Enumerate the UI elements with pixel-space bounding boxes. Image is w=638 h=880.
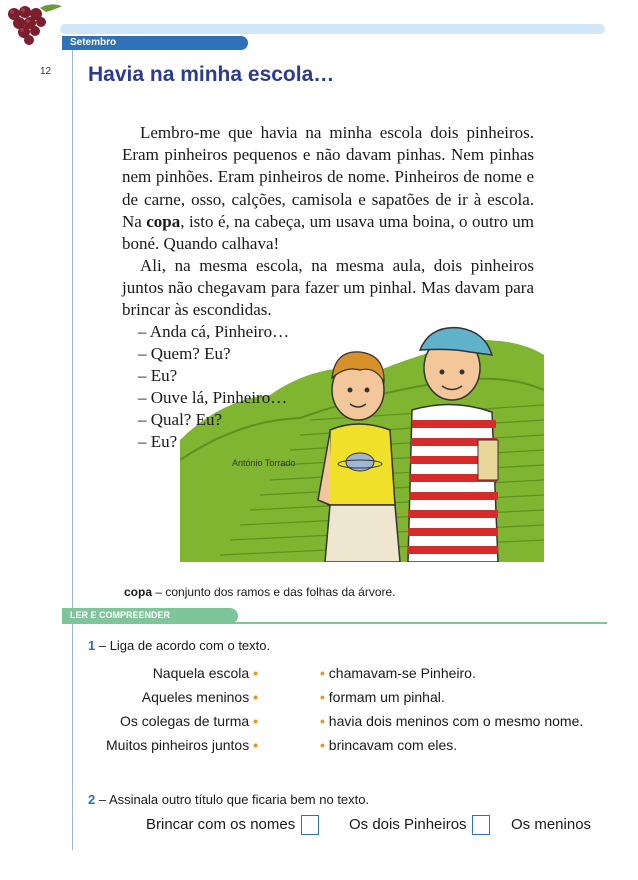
story-paragraph-1: Lembro-me que havia na minha escola dois pinheiros. Eram pinheiros pequenos e não davam pinhas. Nem pinhas nem pinhões. Eram pinheiros de nome. Pinheiros de nome e de carne, osso, calções, camisola e sapatões de ir à escola. Na copa, isto é, na cabeça, um usava uma boina, o outro um boné. Quando calhava!	[122, 123, 534, 254]
page-title: Havia na minha escola…	[88, 63, 335, 86]
bold-term-copa: copa	[146, 211, 181, 231]
header-band-light	[60, 24, 605, 34]
bullet-dot[interactable]: •	[320, 737, 325, 753]
dialogue-line: – Ouve lá, Pinheiro…	[138, 388, 288, 407]
bullet-dot[interactable]: •	[320, 689, 325, 705]
bullet-dot[interactable]: •	[320, 713, 325, 729]
page-number: 12	[40, 66, 52, 77]
dialogue-line: – Eu?	[138, 366, 178, 385]
story-paragraph-2: Ali, na mesma escola, na mesma aula, dois pinheiros juntos não chegavam para fazer um pinhal. Mas davam para brincar às escondidas.	[122, 256, 534, 320]
option-checkbox[interactable]	[301, 815, 319, 835]
question-2: 2 – Assinala outro título que ficaria bem no texto.	[88, 792, 370, 807]
dialogue-line: – Anda cá, Pinheiro…	[138, 322, 290, 341]
dialogue-line: – Quem? Eu?	[138, 344, 231, 363]
author-credit: António Torrado	[232, 458, 296, 468]
section-label: LER E COMPREENDER	[70, 610, 171, 620]
dialogue-line: – Qual? Eu?	[138, 410, 223, 429]
option-label: Os meninos	[511, 816, 592, 833]
match-right-item: • chamavam-se Pinheiro.	[320, 665, 476, 681]
bullet-dot[interactable]: •	[253, 689, 258, 705]
glossary-note: copa – conjunto dos ramos e das folhas da árvore.	[124, 585, 396, 599]
match-right-item: • havia dois meninos com o mesmo nome.	[320, 713, 584, 729]
option-checkbox[interactable]	[472, 815, 490, 835]
grapes-icon	[0, 0, 66, 46]
match-left-item: Aqueles meninos •	[141, 689, 258, 705]
match-left-item: Naquela escola •	[152, 665, 258, 681]
dialogue-line: – Eu?	[138, 432, 178, 451]
bullet-dot[interactable]: •	[253, 713, 258, 729]
option-label: Os dois Pinheiros	[349, 816, 467, 833]
margin-line	[72, 50, 73, 850]
match-left-item: Muitos pinheiros juntos •	[106, 737, 258, 753]
question-1: 1 – Liga de acordo com o texto.	[88, 638, 271, 653]
bullet-dot[interactable]: •	[320, 665, 325, 681]
match-right-item: • formam um pinhal.	[320, 689, 445, 705]
match-right-item: • brincavam com eles.	[320, 737, 458, 753]
bullet-dot[interactable]: •	[253, 737, 258, 753]
match-left-item: Os colegas de turma •	[120, 713, 258, 729]
month-label: Setembro	[70, 37, 117, 48]
bullet-dot[interactable]: •	[253, 665, 258, 681]
option-label: Brincar com os nomes	[146, 816, 296, 833]
